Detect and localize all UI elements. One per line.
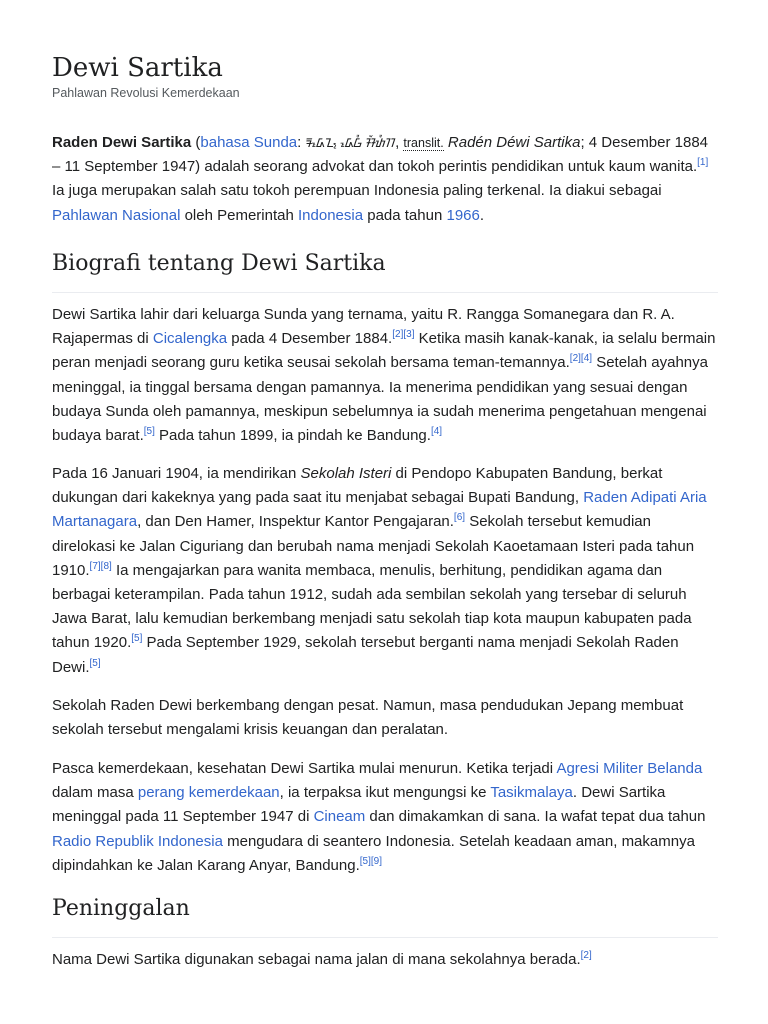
ref-7-8[interactable]: [7][8] [89, 560, 112, 572]
link-indonesia[interactable]: Indonesia [298, 206, 364, 224]
legacy-paragraph [52, 948, 718, 972]
ref-5-9[interactable]: [5][9] [359, 855, 382, 867]
lead-name: Raden Dewi Sartika [52, 134, 192, 151]
page-title: Dewi Sartika [52, 53, 223, 83]
link-pahlawan-nasional[interactable]: Pahlawan Nasional [52, 206, 181, 224]
bio2-italic: Sekolah Isteri [300, 465, 392, 482]
ref-1[interactable]: [1] [697, 157, 709, 169]
bio1-text-1: Dewi Sartika lahir dari keluarga Sunda yang ternama, yaitu R. Rangga Somanegara dan R. A. Rajapermas di [52, 306, 675, 348]
link-1966[interactable]: 1966 [446, 206, 480, 224]
link-cineam[interactable]: Cineam [313, 808, 366, 826]
legacy-text: Nama Dewi Sartika digunakan sebagai nama jalan di mana sekolahnya berada. [52, 951, 581, 968]
lead-paragraph [52, 131, 718, 228]
bio1-text-2: pada 4 Desember 1884. [227, 330, 393, 348]
colon: : [297, 134, 306, 151]
bio4-text-1: Pasca kemerdekaan, kesehatan Dewi Sartika mulai menurun. Ketika terjadi [52, 760, 557, 777]
section-heading-peninggalan: Peninggalan [52, 895, 718, 938]
bio2-text-1: Pada 16 Januari 1904, ia mendirikan [52, 465, 301, 482]
ref-5b[interactable]: [5] [131, 633, 143, 645]
bio2-text-6: Pada September 1929, sekolah tersebut berganti nama menjadi Sekolah Raden Dewi. [52, 634, 679, 676]
bio4-text-4: . Dewi Sartika meninggal pada 11 September 1947 di [52, 784, 666, 826]
ref-2-3[interactable]: [2][3] [392, 329, 415, 341]
lead-end: . [479, 206, 485, 224]
link-tasikmalaya[interactable]: Tasikmalaya [490, 784, 573, 802]
ref-2-4[interactable]: [2][4] [569, 353, 593, 365]
link-bahasa-sunda[interactable]: bahasa Sunda [200, 134, 298, 151]
bio-paragraph-1 [52, 303, 718, 448]
page-subtitle: Pahlawan Revolusi Kemerdekaan [52, 86, 240, 100]
sundanese-script: ᮛᮓᮦᮔ᮪ ᮓᮦᮝᮤ ᮞᮁᮒᮤᮊ [305, 136, 396, 150]
bio4-text-2: dalam masa [52, 784, 138, 802]
lead-text-1: ; 4 Desember 1884 – 11 September 1947) adalah seorang advokat dan tokoh perintis pendidikan untuk kaum wanita. [52, 134, 709, 176]
link-agresi-militer[interactable]: Agresi Militer Belanda [556, 760, 703, 777]
bio2-text-5: Ia mengajarkan para wanita membaca, menulis, berhitung, pendidikan agama dan berbagai keterampilan. Pada tahun 1912, sudah ada sembilan sekolah yang tersebar di seluruh Jawa Barat, lalu kemudian berkembang menjadi satu sekolah tiap kota maupun kabupaten pada tahun 1920. [52, 561, 692, 652]
lead-text-4: pada tahun [363, 206, 447, 224]
bio-paragraph-3: Sekolah Raden Dewi berkembang dengan pesat. Namun, masa pendudukan Jepang membuat sekolah tersebut mengalami krisis keuangan dan peralatan. [52, 697, 684, 739]
lead-text-3: oleh Pemerintah [180, 206, 298, 224]
link-perang-kemerdekaan[interactable]: perang kemerdekaan [137, 784, 280, 802]
open-paren: ( [195, 134, 201, 151]
bio2-text-4: Sekolah tersebut kemudian direlokasi ke Jalan Ciguriang dan berubah nama menjadi Sekolah Kaoetamaan Isteri pada tahun 1910. [52, 513, 695, 579]
bio2-text-3: , dan Den Hamer, Inspektur Kantor Pengajaran. [137, 513, 454, 531]
bio4-text-3: , ia terpaksa ikut mengungsi ke [279, 784, 491, 802]
italic-name: Radén Déwi Sartika [447, 134, 581, 151]
lead-text-2: Ia juga merupakan salah satu tokoh perempuan Indonesia paling terkenal. Ia diakui sebagai [52, 182, 662, 200]
bio2-text-2: di Pendopo Kabupaten Bandung, berkat dukungan dari kakeknya yang pada saat itu menjabat sebagai Bupati Bandung, [52, 465, 663, 507]
bio1-text-3: Ketika masih kanak-kanak, ia selalu bermain peran menjadi seorang guru ketika seusai sekolah bersama teman-temannya. [52, 330, 716, 372]
link-cicalengka[interactable]: Cicalengka [152, 330, 228, 348]
ref-5[interactable]: [5] [143, 426, 155, 438]
bio4-text-6: mengudara di seantero Indonesia. Setelah keadaan aman, makamnya dipindahkan ke Jalan Karang Anyar, Bandung. [52, 832, 695, 874]
translit-abbr: translit. [403, 136, 444, 150]
link-radio-republik-indonesia[interactable]: Radio Republik Indonesia [52, 832, 223, 850]
ref-6[interactable]: [6] [453, 512, 466, 524]
bio4-text-5: dan dimakamkan di sana. Ia wafat tepat dua tahun [365, 808, 706, 826]
link-raden-adipati[interactable]: Raden Adipati Aria Martanagara [52, 489, 707, 531]
bio1-text-4: Setelah ayahnya meninggal, ia tinggal bersama dengan pamannya. Ia menerima pendidikan yang sesuai dengan budaya Sunda oleh pamannya, meskipun sebelumnya ia sudah menerima pengetahuan mengenai budaya barat. [52, 354, 708, 445]
bio-paragraph-4 [52, 757, 718, 878]
section-heading-biografi: Biografi tentang Dewi Sartika [52, 250, 718, 293]
ref-4[interactable]: [4] [430, 426, 443, 438]
bio-paragraph-2 [52, 462, 718, 680]
comma: , [395, 134, 404, 151]
ref-5c[interactable]: [5] [89, 657, 101, 669]
bio1-text-5: Pada tahun 1899, ia pindah ke Bandung. [154, 427, 431, 445]
ref-2[interactable]: [2] [580, 950, 592, 961]
